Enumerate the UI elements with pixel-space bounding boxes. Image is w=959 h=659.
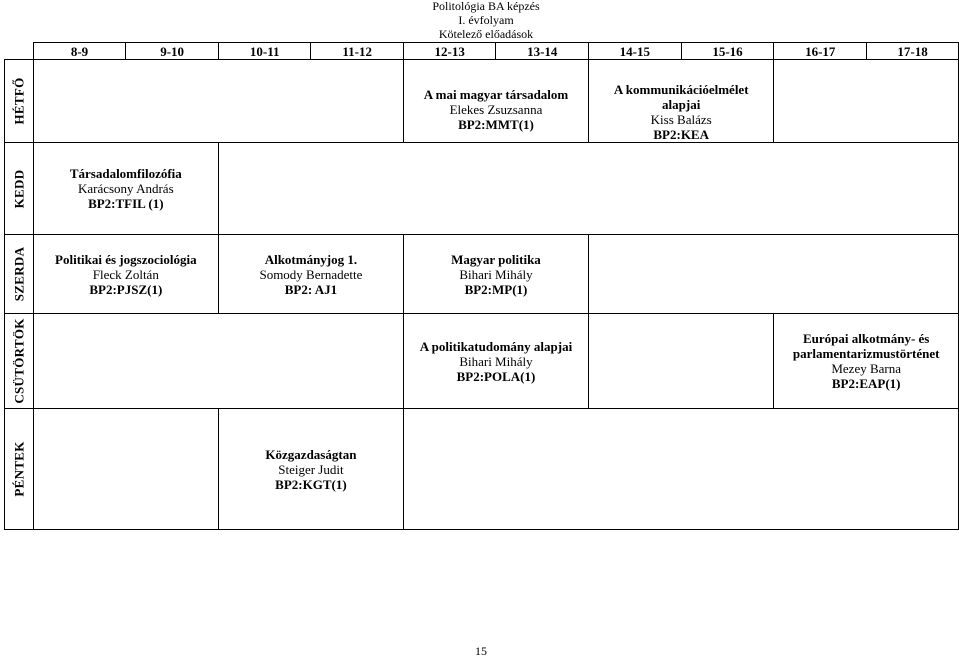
course-block [219,447,403,492]
course-code: BP2:PJSZ(1) [89,281,163,297]
course-block [404,252,588,297]
course-cell [218,235,403,314]
course-title: Politikai és jogszociológia [55,251,197,267]
course-lecturer: Mezey Barna [831,361,902,376]
course-cell [403,314,588,409]
course-cell [33,235,218,314]
day-label: SZERDA [11,246,27,302]
course-block [404,339,588,384]
course-cell [774,314,959,409]
course-title: Magyar politika [451,251,541,267]
course-lecturer: Somody Bernadette [259,266,363,282]
course-block [34,252,218,297]
empty-slot [33,314,403,409]
empty-slot [218,143,958,235]
row-thursday [5,314,959,409]
course-code: BP2:KEA [653,127,709,142]
course-block [774,331,958,391]
program-title: Politológia BA képzés [432,0,540,13]
course-cell [218,409,403,530]
course-lecturer: Bihari Mihály [459,353,533,369]
empty-slot [589,314,774,409]
course-block [219,252,403,297]
course-cell [589,60,774,143]
day-label: CSÜTÖRTÖK [11,318,27,404]
time-slot: 16-17 [774,43,867,60]
time-slot: 9-10 [126,43,219,60]
course-lecturer: Bihari Mihály [459,266,533,282]
timetable [4,42,959,530]
course-lecturer: Kiss Balázs [650,112,712,127]
course-title: A mai magyar társadalom [423,87,569,102]
course-title-cont: alapjai [662,97,701,112]
time-slot: 14-15 [589,43,682,60]
course-title: Társadalomfilozófia [69,166,182,181]
lecture-type-title: Kötelező előadások [438,27,534,41]
day-label: KEDD [11,169,27,208]
course-lecturer: Steiger Judit [278,461,344,477]
course-code: BP2:POLA(1) [456,368,536,384]
empty-slot [33,60,403,143]
course-title-cont: parlamentarizmustörténet [792,346,940,361]
day-friday [5,409,34,530]
time-slot: 8-9 [33,43,126,60]
course-code: BP2:MP(1) [464,281,528,297]
row-tuesday [5,143,959,235]
time-slot: 12-13 [403,43,496,60]
row-friday [5,409,959,530]
course-code: BP2:KGT(1) [275,476,347,492]
empty-slot [403,409,958,530]
empty-slot [33,409,218,530]
day-label: PÉNTEK [11,441,27,497]
time-slot: 17-18 [867,43,959,60]
course-title: A politikatudomány alapjai [419,338,573,354]
day-label: HÉTFŐ [11,77,27,125]
empty-slot [774,60,959,143]
course-title: Alkotmányjog 1. [264,251,358,267]
course-title: Közgazdaságtan [265,446,357,462]
course-title: Európai alkotmány- és [802,331,930,346]
course-title: A kommunikációelmélet [613,82,749,97]
course-block [404,60,588,132]
time-slot: 10-11 [218,43,311,60]
course-lecturer: Elekes Zsuzsanna [449,102,543,117]
day-monday [5,60,34,143]
corner-cell [5,43,34,60]
time-slot: 15-16 [681,43,774,60]
course-code: BP2:MMT(1) [458,117,534,132]
time-slot: 13-14 [496,43,589,60]
year-title: I. évfolyam [458,13,514,27]
day-tuesday [5,143,34,235]
day-thursday [5,314,34,409]
empty-slot [589,235,959,314]
course-code: BP2: AJ1 [284,281,338,297]
time-header-row [5,43,959,60]
course-lecturer: Karácsony András [77,181,174,196]
course-lecturer: Fleck Zoltán [92,266,159,282]
course-cell [403,235,588,314]
course-code: BP2:TFIL (1) [88,196,164,211]
day-wednesday [5,235,34,314]
time-slot: 11-12 [311,43,404,60]
course-cell [403,60,588,143]
row-wednesday [5,235,959,314]
row-monday [5,60,959,143]
course-block [34,166,218,211]
course-code: BP2:EAP(1) [831,376,901,391]
page-number: 15 [475,644,487,658]
course-block [589,60,773,142]
course-cell [33,143,218,235]
